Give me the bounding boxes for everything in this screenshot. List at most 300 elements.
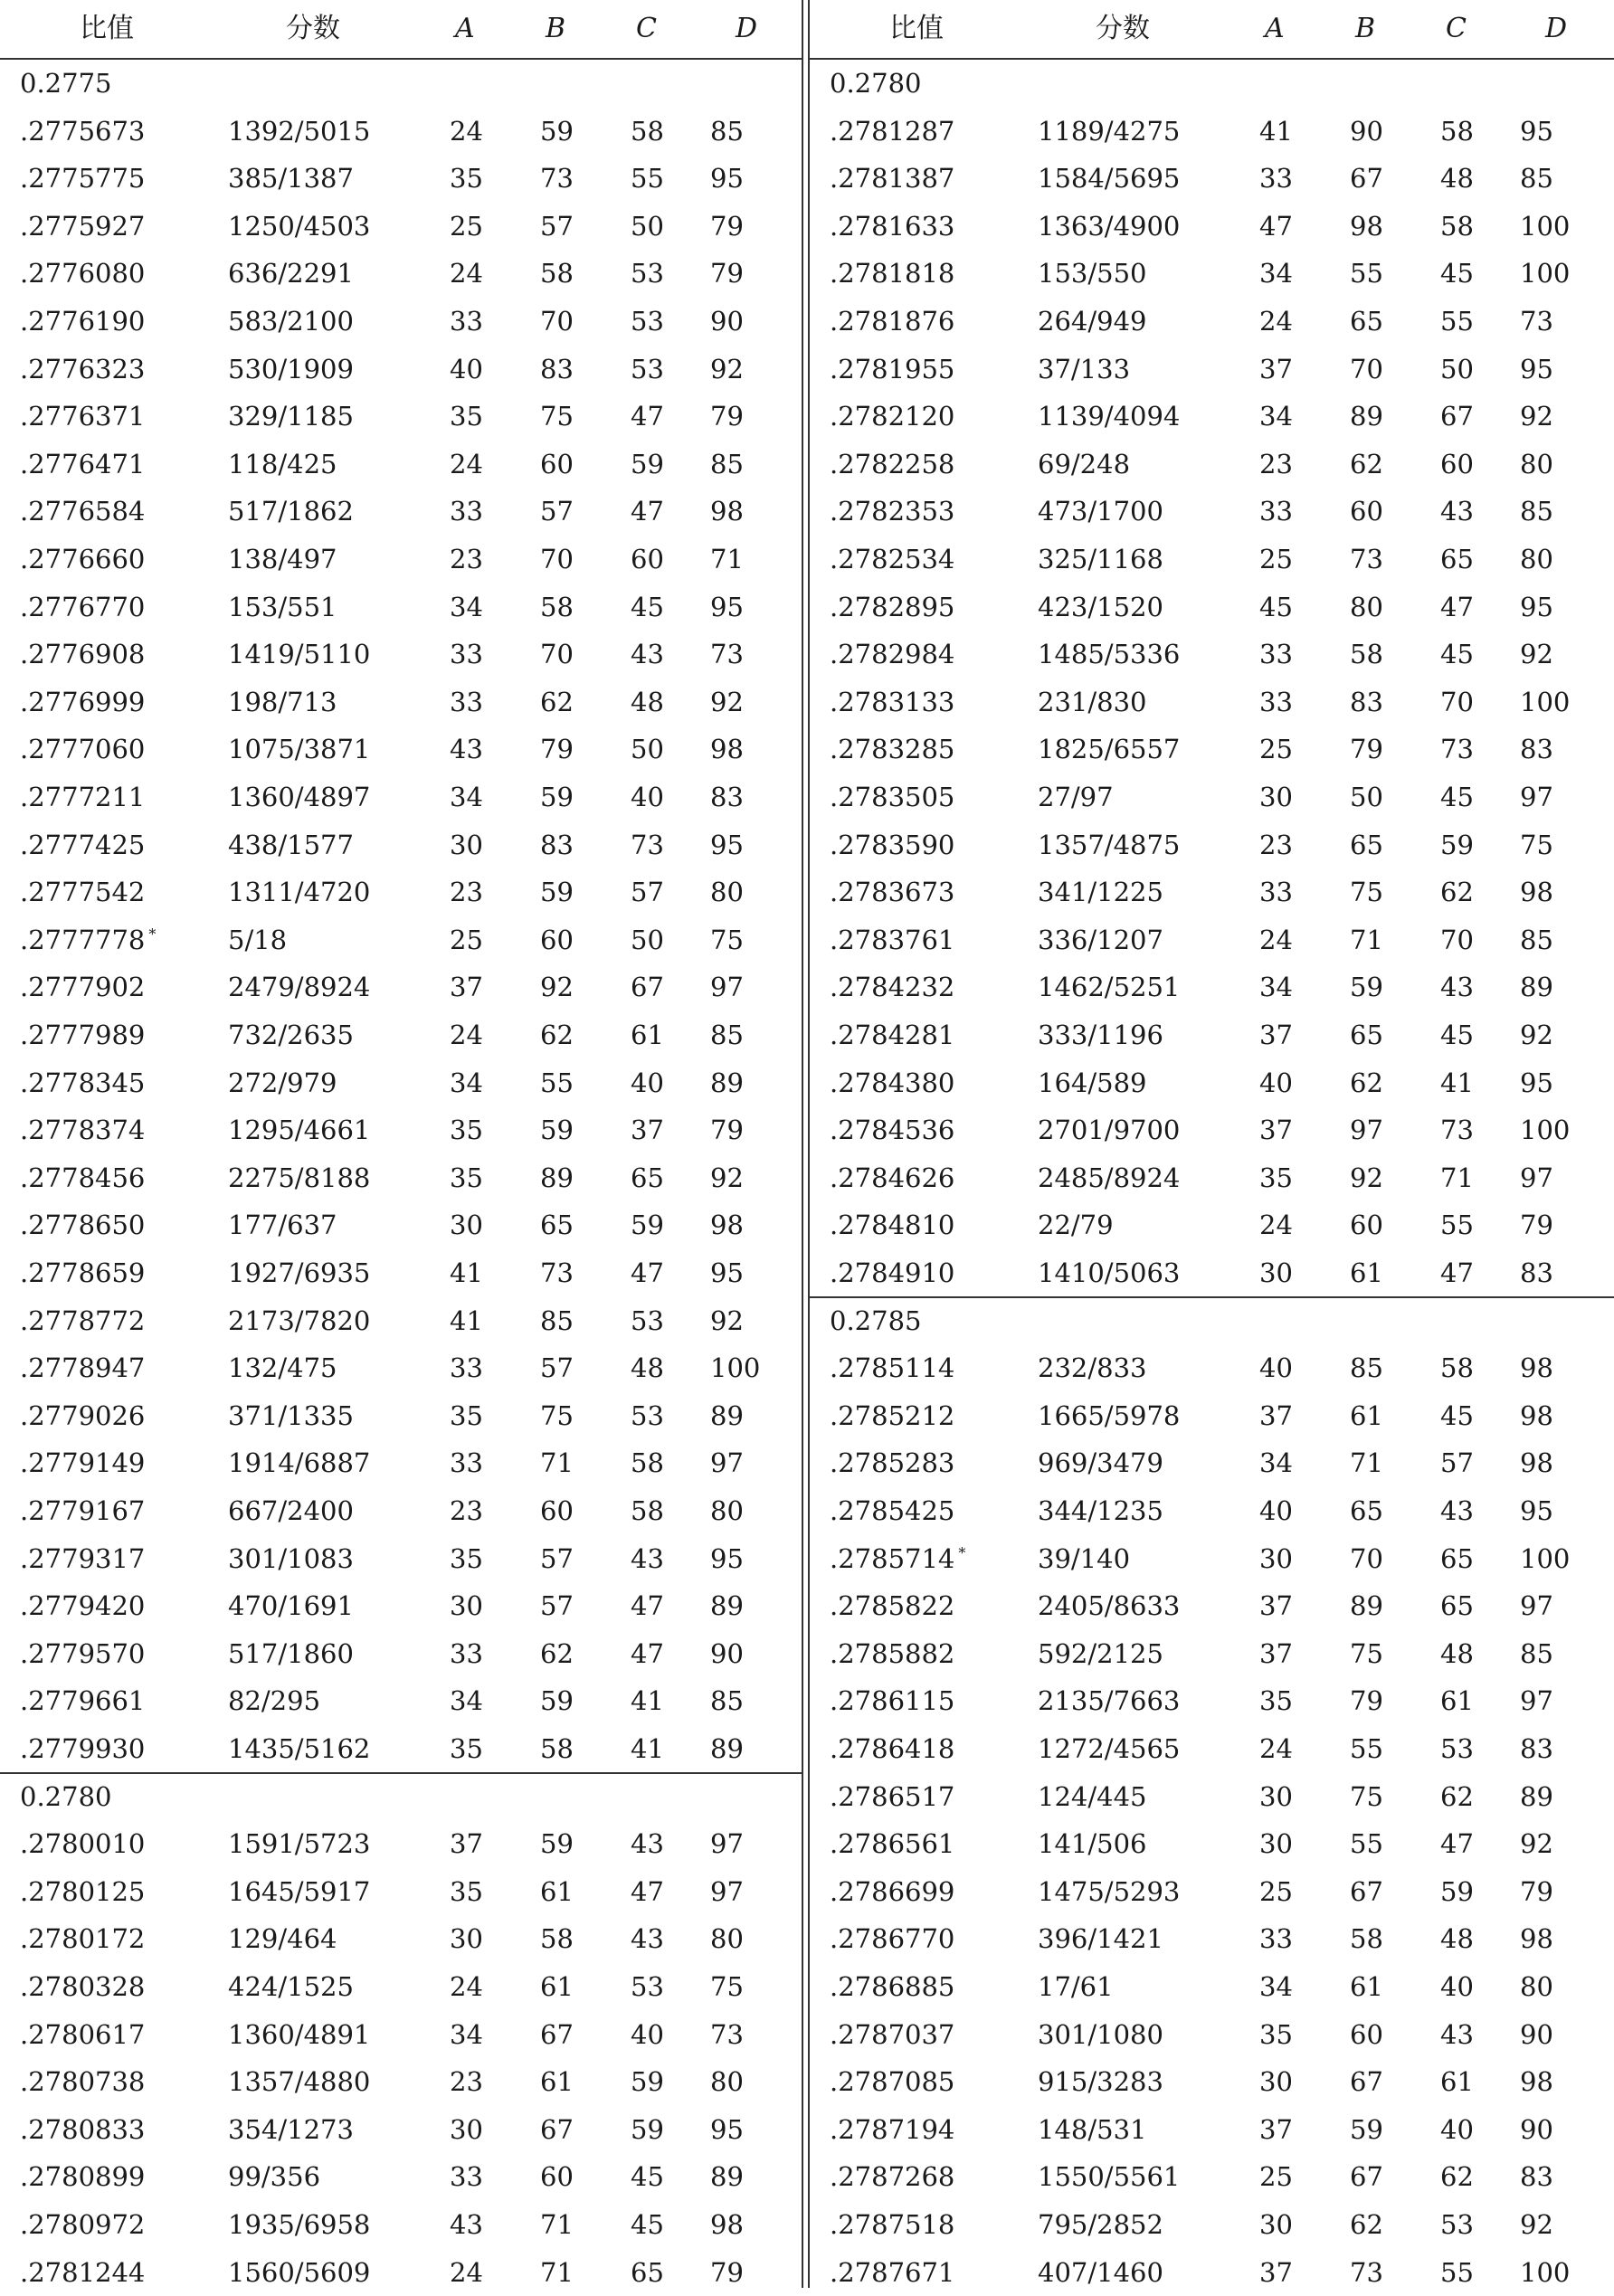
- ratio-cell-text: .2780617: [20, 2018, 146, 2050]
- fraction-cell-text: 37/133: [1038, 353, 1131, 384]
- table-row: [810, 250, 1614, 298]
- d-cell-text: 85: [710, 115, 744, 147]
- c-cell: [631, 346, 664, 394]
- c-cell: [631, 678, 664, 726]
- d-cell: [710, 2011, 744, 2059]
- ratio-cell-text: .2782353: [830, 496, 955, 527]
- c-cell: [1440, 250, 1474, 298]
- a-cell-text: 35: [1259, 1162, 1293, 1193]
- fraction-cell-text: 354/1273: [228, 2113, 354, 2145]
- c-cell-text: 59: [631, 2113, 664, 2145]
- d-cell: [710, 2153, 744, 2201]
- c-cell: [631, 1249, 664, 1297]
- table-row: [0, 1630, 802, 1678]
- b-cell-text: 58: [1350, 1923, 1383, 1955]
- a-cell-text: 37: [1259, 1020, 1293, 1050]
- b-cell-text: 57: [540, 1542, 574, 1574]
- header-d: D: [1545, 13, 1568, 44]
- c-cell-text: 53: [631, 306, 664, 337]
- c-cell-text: 59: [631, 2066, 664, 2098]
- table-row: [0, 773, 802, 821]
- d-cell-text: 100: [1520, 686, 1571, 717]
- table-row: [810, 2153, 1614, 2201]
- c-cell-text: 53: [631, 1305, 664, 1336]
- c-cell-text: 43: [1440, 972, 1474, 1003]
- a-cell: [450, 1297, 483, 1345]
- c-cell: [631, 1725, 664, 1773]
- ratio-cell: [20, 1820, 145, 1868]
- fraction-cell-text: 530/1909: [228, 353, 354, 384]
- c-cell: [1440, 108, 1474, 156]
- c-cell: [1440, 393, 1474, 441]
- fraction-cell: [1038, 726, 1180, 773]
- b-cell-text: 61: [540, 1971, 574, 2002]
- fraction-cell: [228, 2249, 370, 2296]
- ratio-cell-text: .2782534: [830, 544, 955, 574]
- b-cell-text: 62: [1350, 2209, 1383, 2240]
- fraction-cell: [228, 155, 354, 203]
- ratio-cell-text: .2787194: [830, 2113, 955, 2145]
- b-cell-text: 79: [1350, 734, 1383, 765]
- a-cell-text: 23: [1259, 448, 1293, 479]
- a-cell-text: 24: [450, 1020, 483, 1050]
- table-row: [810, 1915, 1614, 1963]
- d-cell: [1520, 1059, 1553, 1107]
- table-row: [0, 1677, 802, 1725]
- c-cell: [1440, 868, 1474, 916]
- ratio-cell: [20, 1201, 145, 1249]
- c-cell-text: 40: [1440, 1971, 1474, 2002]
- b-cell-text: 83: [1350, 686, 1383, 717]
- a-cell-text: 25: [1259, 734, 1293, 765]
- ratio-cell: [20, 2201, 145, 2249]
- fraction-cell: [1038, 1963, 1114, 2011]
- c-cell: [631, 2106, 664, 2154]
- d-cell-text: 92: [1520, 2209, 1553, 2240]
- d-cell-text: 85: [710, 448, 744, 479]
- ratio-cell-text: .2787671: [830, 2256, 955, 2288]
- a-cell-text: 30: [1259, 1780, 1293, 1812]
- a-cell: [1259, 1773, 1293, 1821]
- c-cell: [631, 441, 664, 489]
- group-header-row: [810, 60, 1614, 108]
- b-cell: [1350, 1725, 1383, 1773]
- b-cell: [540, 1535, 574, 1583]
- table-row: [0, 1011, 802, 1059]
- d-cell-text: 97: [1520, 1685, 1553, 1717]
- c-cell-text: 59: [1440, 1875, 1474, 1907]
- d-cell-text: 100: [1520, 1115, 1571, 1146]
- c-cell: [1440, 298, 1474, 346]
- table-row: [810, 298, 1614, 346]
- b-cell: [1350, 1344, 1383, 1392]
- d-cell: [1520, 631, 1553, 678]
- c-cell: [631, 1820, 664, 1868]
- b-cell-text: 92: [540, 972, 574, 1003]
- table-row: [0, 441, 802, 489]
- b-cell: [540, 1582, 574, 1630]
- c-cell: [631, 1582, 664, 1630]
- ratio-cell: [830, 2249, 954, 2296]
- c-cell: [1440, 821, 1474, 869]
- table-row: [810, 1868, 1614, 1916]
- fraction-cell: [228, 1154, 370, 1202]
- a-cell-text: 34: [1259, 258, 1293, 289]
- a-cell: [1259, 1487, 1293, 1535]
- a-cell-text: 40: [450, 353, 483, 384]
- d-cell-text: 89: [710, 1399, 744, 1431]
- d-cell: [710, 1201, 744, 1249]
- fraction-cell-text: 99/356: [228, 2161, 321, 2193]
- table-row: [810, 1249, 1614, 1297]
- d-cell: [710, 1154, 744, 1202]
- ratio-cell: [830, 441, 954, 489]
- b-cell-text: 67: [1350, 2161, 1383, 2193]
- fraction-cell-text: 1475/5293: [1038, 1875, 1181, 1907]
- fraction-cell-text: 517/1862: [228, 496, 354, 527]
- c-cell: [631, 583, 664, 631]
- d-cell-text: 95: [1520, 1495, 1553, 1526]
- fraction-cell: [1038, 1154, 1180, 1202]
- b-cell-text: 60: [540, 1495, 574, 1526]
- d-cell-text: 95: [1520, 353, 1553, 384]
- fraction-cell: [1038, 203, 1180, 251]
- fraction-cell: [1038, 1773, 1146, 1821]
- header-fraction: 分数: [1096, 13, 1150, 44]
- fraction-cell: [1038, 678, 1146, 726]
- b-cell: [1350, 1487, 1383, 1535]
- d-cell-text: 100: [1520, 1542, 1571, 1574]
- c-cell: [1440, 488, 1474, 536]
- c-cell: [631, 868, 664, 916]
- ratio-cell-text: .2786770: [830, 1923, 955, 1955]
- fraction-cell-text: 1295/4661: [228, 1115, 371, 1146]
- a-cell: [450, 1059, 483, 1107]
- c-cell: [1440, 2153, 1474, 2201]
- fraction-cell-text: 329/1185: [228, 401, 354, 432]
- b-cell-text: 57: [540, 1590, 574, 1622]
- d-cell: [1520, 1201, 1553, 1249]
- fraction-cell: [1038, 1201, 1114, 1249]
- c-cell: [631, 1201, 664, 1249]
- d-cell: [710, 2106, 744, 2154]
- b-cell: [540, 108, 574, 156]
- ratio-cell-text: .2781876: [830, 306, 955, 337]
- fraction-cell: [228, 2201, 370, 2249]
- table-row: [810, 1820, 1614, 1868]
- a-cell-text: 33: [450, 306, 483, 337]
- b-cell-text: 89: [540, 1162, 574, 1193]
- ratio-cell: [830, 1059, 954, 1107]
- d-cell-text: 92: [710, 353, 744, 384]
- d-cell: [710, 963, 744, 1011]
- b-cell-text: 71: [540, 1447, 574, 1479]
- c-cell: [1440, 346, 1474, 394]
- fraction-cell-text: 153/551: [228, 591, 337, 622]
- d-cell-text: 73: [710, 639, 744, 670]
- b-cell: [540, 1392, 574, 1440]
- d-cell-text: 97: [710, 1875, 744, 1907]
- fraction-cell: [1038, 1249, 1180, 1297]
- b-cell-text: 62: [1350, 1067, 1383, 1098]
- fraction-cell: [1038, 1677, 1180, 1725]
- d-cell: [1520, 868, 1553, 916]
- ratio-cell-text: .2779661: [20, 1685, 146, 1717]
- b-cell: [1350, 1059, 1383, 1107]
- b-cell-text: 73: [1350, 544, 1383, 574]
- b-cell: [1350, 1868, 1383, 1916]
- fraction-cell-text: 1591/5723: [228, 1828, 371, 1860]
- c-cell: [1440, 963, 1474, 1011]
- ratio-cell-text: .2787518: [830, 2209, 955, 2240]
- a-cell: [1259, 2106, 1293, 2154]
- a-cell-text: 34: [450, 2018, 483, 2050]
- ratio-cell: [20, 1344, 145, 1392]
- c-cell-text: 62: [1440, 2161, 1474, 2193]
- b-cell-text: 61: [1350, 1399, 1383, 1431]
- a-cell-text: 35: [450, 401, 483, 432]
- c-cell: [631, 963, 664, 1011]
- ratio-cell-text: .2780972: [20, 2209, 146, 2240]
- ratio-cell: [20, 1963, 145, 2011]
- a-cell: [1259, 1868, 1293, 1916]
- d-cell: [1520, 1963, 1553, 2011]
- fraction-cell-text: 124/445: [1038, 1780, 1147, 1812]
- d-cell-text: 97: [710, 1447, 744, 1479]
- table-row: [0, 250, 802, 298]
- c-cell-text: 55: [631, 163, 664, 194]
- a-cell: [1259, 346, 1293, 394]
- a-cell: [450, 2011, 483, 2059]
- ratio-cell-text: .2783673: [830, 877, 955, 908]
- a-cell: [450, 441, 483, 489]
- b-cell-text: 58: [540, 1923, 574, 1955]
- d-cell-text: 85: [1520, 1637, 1553, 1669]
- b-cell-text: 75: [540, 1399, 574, 1431]
- fraction-cell: [228, 1630, 354, 1678]
- d-cell-text: 89: [1520, 1780, 1553, 1812]
- center-divider-left: [802, 0, 803, 2288]
- ratio-cell-text: .2780172: [20, 1923, 146, 1955]
- fraction-cell: [228, 583, 337, 631]
- c-cell-text: 53: [631, 258, 664, 289]
- a-cell-text: 24: [1259, 1733, 1293, 1764]
- c-cell-text: 50: [631, 734, 664, 765]
- b-cell: [540, 393, 574, 441]
- a-cell-text: 47: [1259, 210, 1293, 242]
- table-row: [0, 1249, 802, 1297]
- c-cell: [1440, 441, 1474, 489]
- table-row: [810, 1344, 1614, 1392]
- a-cell-text: 40: [1259, 1352, 1293, 1384]
- c-cell-text: 43: [631, 1828, 664, 1860]
- d-cell-text: 98: [1520, 1923, 1553, 1955]
- fraction-cell: [1038, 2058, 1163, 2106]
- b-cell-text: 61: [1350, 1971, 1383, 2002]
- fraction-cell: [228, 631, 370, 678]
- fraction-cell: [1038, 1630, 1163, 1678]
- header-b: B: [1355, 13, 1376, 44]
- table-row: [810, 1963, 1614, 2011]
- d-cell-text: 80: [710, 1923, 744, 1955]
- a-cell-text: 24: [1259, 1210, 1293, 1241]
- c-cell-text: 55: [1440, 2256, 1474, 2288]
- d-cell-text: 85: [1520, 924, 1553, 955]
- fraction-cell-text: 1584/5695: [1038, 163, 1181, 194]
- c-cell: [1440, 678, 1474, 726]
- d-cell-text: 98: [1520, 1352, 1553, 1384]
- table-row: [0, 678, 802, 726]
- a-cell: [1259, 583, 1293, 631]
- table-row: [0, 2058, 802, 2106]
- a-cell: [450, 1439, 483, 1487]
- table-row: [0, 1963, 802, 2011]
- d-cell-text: 83: [1520, 1733, 1553, 1764]
- table-row: [810, 488, 1614, 536]
- table-row: [0, 1582, 802, 1630]
- fraction-cell-text: 336/1207: [1038, 924, 1163, 955]
- b-cell: [1350, 583, 1383, 631]
- d-cell: [1520, 1439, 1553, 1487]
- a-cell-text: 25: [1259, 2161, 1293, 2193]
- d-cell-text: 75: [710, 924, 744, 955]
- d-cell-text: 95: [710, 591, 744, 622]
- ratio-cell-text: .2776323: [20, 353, 146, 384]
- d-cell-text: 79: [710, 401, 744, 432]
- table-row: [0, 203, 802, 251]
- b-cell: [540, 536, 574, 583]
- ratio-cell-text: .2779420: [20, 1590, 146, 1622]
- fraction-cell-text: 2485/8924: [1038, 1162, 1181, 1193]
- c-cell: [631, 2201, 664, 2249]
- ratio-cell: [830, 916, 954, 964]
- c-cell: [631, 155, 664, 203]
- d-cell: [710, 155, 744, 203]
- ratio-cell: [20, 155, 145, 203]
- c-cell: [1440, 1725, 1474, 1773]
- ratio-cell: [830, 1725, 954, 1773]
- a-cell-text: 35: [450, 1733, 483, 1764]
- a-cell: [1259, 821, 1293, 869]
- fraction-cell-text: 1250/4503: [228, 210, 371, 242]
- a-cell: [450, 108, 483, 156]
- fraction-cell: [228, 1392, 354, 1440]
- ratio-cell: [20, 726, 145, 773]
- b-cell: [540, 250, 574, 298]
- table-row: [810, 2011, 1614, 2059]
- a-cell: [450, 1106, 483, 1154]
- b-cell: [1350, 155, 1383, 203]
- a-cell: [1259, 2201, 1293, 2249]
- a-cell: [450, 393, 483, 441]
- d-cell-text: 100: [710, 1352, 761, 1384]
- ratio-cell: [20, 773, 145, 821]
- b-cell-text: 65: [1350, 306, 1383, 337]
- ratio-cell-text: .2780899: [20, 2161, 146, 2193]
- a-cell: [450, 821, 483, 869]
- a-cell: [450, 346, 483, 394]
- c-cell-text: 62: [1440, 877, 1474, 908]
- b-cell-text: 58: [540, 258, 574, 289]
- fraction-cell: [1038, 916, 1163, 964]
- fraction-cell-text: 164/589: [1038, 1067, 1147, 1098]
- b-cell-text: 83: [540, 829, 574, 860]
- c-cell: [1440, 2058, 1474, 2106]
- fraction-cell-text: 118/425: [228, 448, 337, 479]
- c-cell-text: 48: [1440, 1637, 1474, 1669]
- c-cell: [631, 1915, 664, 1963]
- c-cell: [631, 1106, 664, 1154]
- c-cell: [1440, 1915, 1474, 1963]
- fraction-cell: [228, 1820, 370, 1868]
- d-cell-text: 85: [710, 1685, 744, 1717]
- b-cell: [1350, 2153, 1383, 2201]
- a-cell: [1259, 1677, 1293, 1725]
- b-cell: [540, 1439, 574, 1487]
- fraction-cell-text: 1645/5917: [228, 1875, 371, 1907]
- fraction-cell-text: 1392/5015: [228, 115, 371, 147]
- fraction-cell: [1038, 1344, 1146, 1392]
- fraction-cell-text: 1360/4891: [228, 2018, 371, 2050]
- b-cell: [540, 155, 574, 203]
- d-cell: [710, 821, 744, 869]
- a-cell-text: 37: [450, 972, 483, 1003]
- fraction-cell-text: 1410/5063: [1038, 1257, 1181, 1288]
- d-cell-text: 95: [710, 2113, 744, 2145]
- table-row: [810, 346, 1614, 394]
- fraction-cell: [1038, 346, 1130, 394]
- a-cell: [1259, 1725, 1293, 1773]
- c-cell-text: 47: [631, 1257, 664, 1288]
- ratio-cell: [830, 1582, 954, 1630]
- d-cell-text: 100: [1520, 210, 1571, 242]
- table-row: [810, 1059, 1614, 1107]
- d-cell: [1520, 1725, 1553, 1773]
- c-cell: [1440, 1249, 1474, 1297]
- header-ratio: 比值: [889, 13, 944, 44]
- b-cell: [540, 1915, 574, 1963]
- b-cell-text: 65: [1350, 1020, 1383, 1050]
- fraction-cell-text: 148/531: [1038, 2113, 1147, 2145]
- c-cell-text: 59: [1440, 829, 1474, 860]
- d-cell-text: 98: [1520, 877, 1553, 908]
- d-cell: [710, 1487, 744, 1535]
- fraction-cell-text: 636/2291: [228, 258, 354, 289]
- b-cell-text: 71: [1350, 1447, 1383, 1479]
- b-cell-text: 92: [1350, 1162, 1383, 1193]
- a-cell-text: 25: [1259, 1875, 1293, 1907]
- table-row: [810, 1392, 1614, 1440]
- d-cell-text: 73: [1520, 306, 1553, 337]
- ratio-cell-text: .2781633: [830, 210, 955, 242]
- d-cell-text: 89: [710, 1733, 744, 1764]
- a-cell-text: 41: [1259, 115, 1293, 147]
- ratio-cell-text: .2776080: [20, 258, 146, 289]
- table-row: [0, 488, 802, 536]
- fraction-cell: [1038, 536, 1163, 583]
- fraction-cell: [228, 298, 354, 346]
- b-cell: [540, 1059, 574, 1107]
- b-cell-text: 58: [540, 1733, 574, 1764]
- a-cell: [450, 1868, 483, 1916]
- fraction-cell-text: 1272/4565: [1038, 1733, 1181, 1764]
- a-cell-text: 33: [450, 1637, 483, 1669]
- d-cell-text: 89: [710, 2161, 744, 2193]
- b-cell: [1350, 250, 1383, 298]
- a-cell-text: 25: [1259, 544, 1293, 574]
- fraction-cell-text: 1665/5978: [1038, 1399, 1181, 1431]
- c-cell: [1440, 1439, 1474, 1487]
